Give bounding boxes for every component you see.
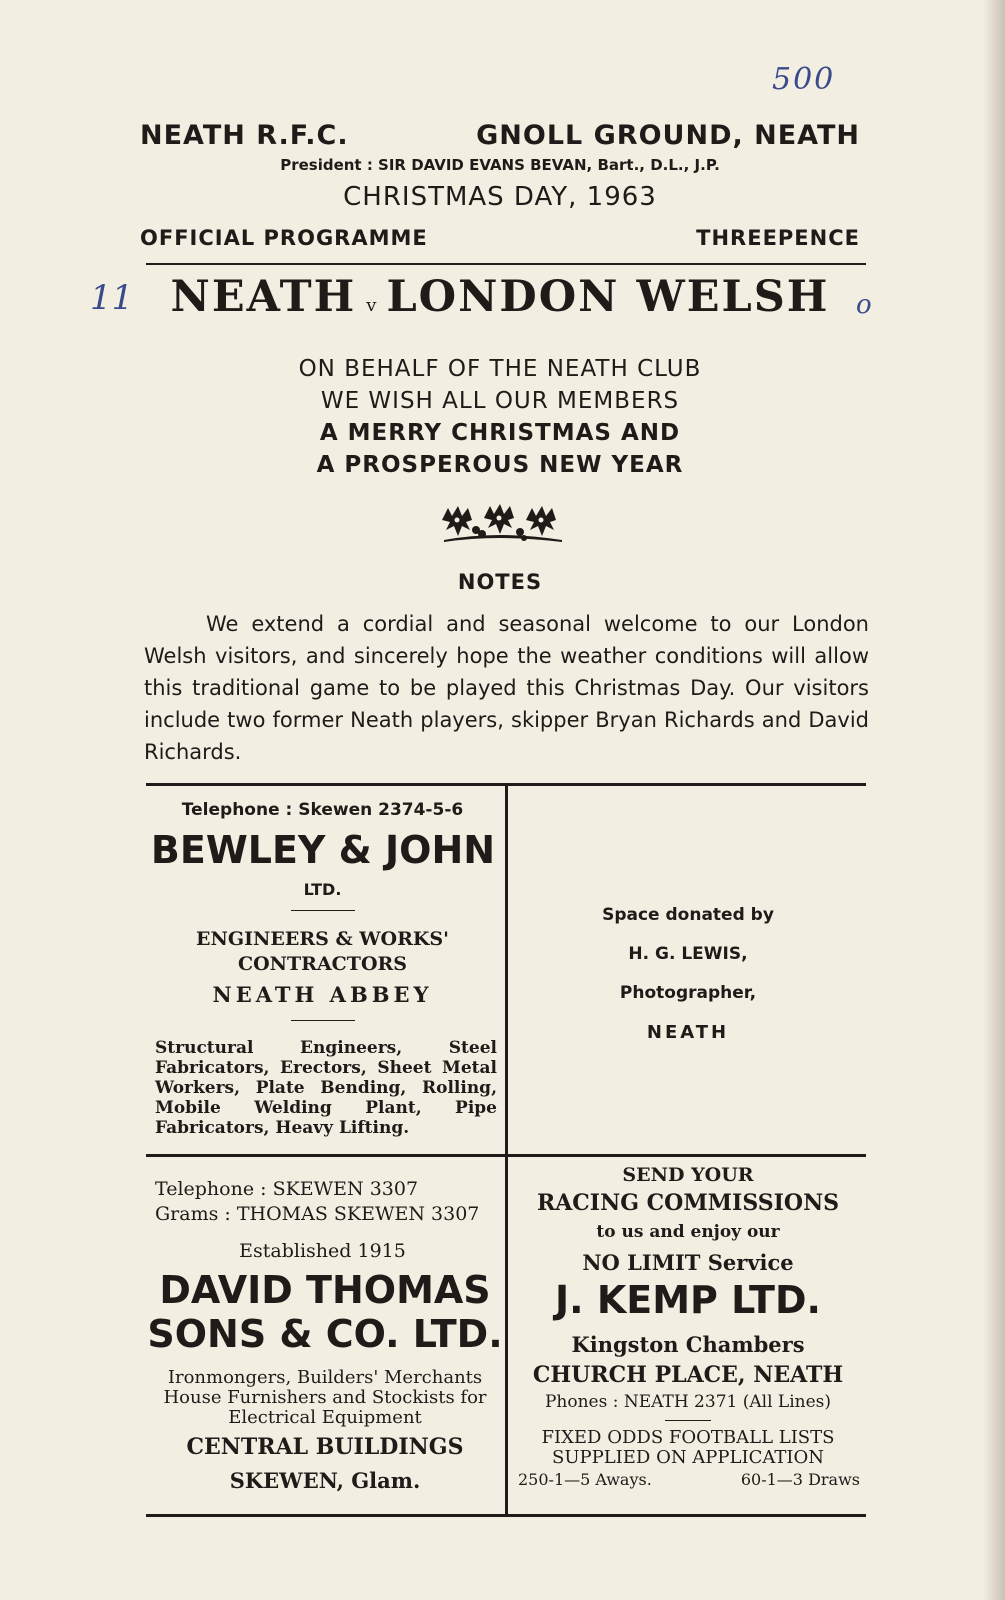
lewis-line-3: Photographer, — [619, 983, 757, 1003]
kemp-lists-1: FIXED ODDS FOOTBALL LISTS — [541, 1427, 835, 1448]
kemp-phones: Phones : NEATH 2371 (All Lines) — [544, 1392, 832, 1412]
thomas-grams: Grams : THOMAS SKEWEN 3307 — [155, 1203, 480, 1225]
header-second-row — [140, 226, 860, 250]
bewley-divider — [150, 910, 495, 911]
away-team: LONDON WELSH — [386, 272, 830, 322]
lewis-line-4: NEATH — [646, 1022, 730, 1043]
lewis-line-1: Space donated by — [602, 905, 774, 925]
programme-price: THREEPENCE — [696, 226, 860, 250]
kemp-address-1: Kingston Chambers — [571, 1332, 805, 1357]
kemp-line-4: NO LIMIT Service — [582, 1250, 794, 1275]
kemp-lists-2: SUPPLIED ON APPLICATION — [551, 1447, 824, 1468]
match-title — [140, 272, 860, 322]
president-line: President : SIR DAVID EVANS BEVAN, Bart., D.L., J.P. — [280, 156, 720, 174]
club-name: NEATH R.F.C. — [140, 120, 349, 151]
programme-label: OFFICIAL PROGRAMME — [140, 226, 428, 250]
thomas-telephone: Telephone : SKEWEN 3307 — [155, 1178, 419, 1200]
versus-label: v — [366, 295, 377, 316]
match-date: CHRISTMAS DAY, 1963 — [343, 182, 657, 212]
bewley-name: BEWLEY & JOHN — [150, 828, 496, 872]
thomas-established: Established 1915 — [239, 1240, 406, 1262]
bewley-location: NEATH ABBEY — [212, 982, 433, 1007]
notes-body: We extend a cordial and seasonal welcome to our London Welsh visitors, and sincerely hope the weather conditions will allow this traditional game to be played this Christmas Day. Our visitors include two former Neath players, skipper Bryan Richards and David Richards. — [144, 612, 869, 764]
bewley-telephone: Telephone : Skewen 2374-5-6 — [181, 800, 464, 820]
bewley-line-1: ENGINEERS & WORKS' — [196, 928, 449, 950]
kemp-address-2: CHURCH PLACE, NEATH — [532, 1362, 844, 1388]
thomas-address-2: SKEWEN, Glam. — [229, 1468, 421, 1493]
kemp-odds-aways: 250-1—5 Aways. — [518, 1470, 652, 1489]
thomas-line-2: House Furnishers and Stockists for — [163, 1387, 487, 1408]
bewley-divider-2 — [150, 1020, 495, 1021]
greeting-line-2: WE WISH ALL OUR MEMBERS — [320, 388, 680, 414]
kemp-name: J. KEMP LTD. — [555, 1278, 821, 1322]
ads-vertical-rule — [505, 784, 508, 1516]
kemp-odds-row — [518, 1470, 860, 1489]
thomas-line-3: Electrical Equipment — [228, 1407, 422, 1428]
bewley-suffix: LTD. — [303, 880, 342, 899]
kemp-odds-draws: 60-1—3 Draws — [740, 1470, 860, 1489]
kemp-line-1: SEND YOUR — [622, 1164, 754, 1186]
holly-ornament-icon — [438, 500, 568, 544]
handwritten-number: 500 — [772, 62, 836, 97]
kemp-divider — [512, 1420, 864, 1421]
thomas-address-1: CENTRAL BUILDINGS — [186, 1434, 464, 1460]
greeting-line-1: ON BEHALF OF THE NEATH CLUB — [298, 356, 702, 382]
ground-name: GNOLL GROUND, NEATH — [476, 120, 860, 151]
notes-heading: NOTES — [457, 570, 543, 594]
kemp-line-2: RACING COMMISSIONS — [536, 1190, 840, 1216]
kemp-line-3: to us and enjoy our — [596, 1222, 780, 1242]
handwritten-mark-left: 11 — [90, 278, 134, 318]
handwritten-mark-right: o — [856, 290, 872, 320]
greeting-line-3: A MERRY CHRISTMAS AND — [319, 420, 681, 446]
bewley-description: Structural Engineers, Steel Fabricators, Erectors, Sheet Metal Workers, Plate Bending, Rolling, Mobile Welding Plant, Pipe Fabricators, Heavy Lifting. — [155, 1038, 497, 1138]
home-team: NEATH — [170, 272, 357, 322]
thomas-line-1: Ironmongers, Builders' Merchants — [167, 1367, 483, 1388]
lewis-line-2: H. G. LEWIS, — [628, 944, 748, 964]
header-top-row — [140, 120, 860, 151]
page-edge-shadow — [983, 0, 1005, 1600]
greeting-line-4: A PROSPEROUS NEW YEAR — [316, 452, 684, 478]
bewley-line-2: CONTRACTORS — [237, 953, 408, 975]
thomas-name-line-2: SONS & CO. LTD. — [147, 1312, 503, 1356]
thomas-name-line-1: DAVID THOMAS — [159, 1268, 491, 1312]
header-divider — [146, 263, 866, 265]
